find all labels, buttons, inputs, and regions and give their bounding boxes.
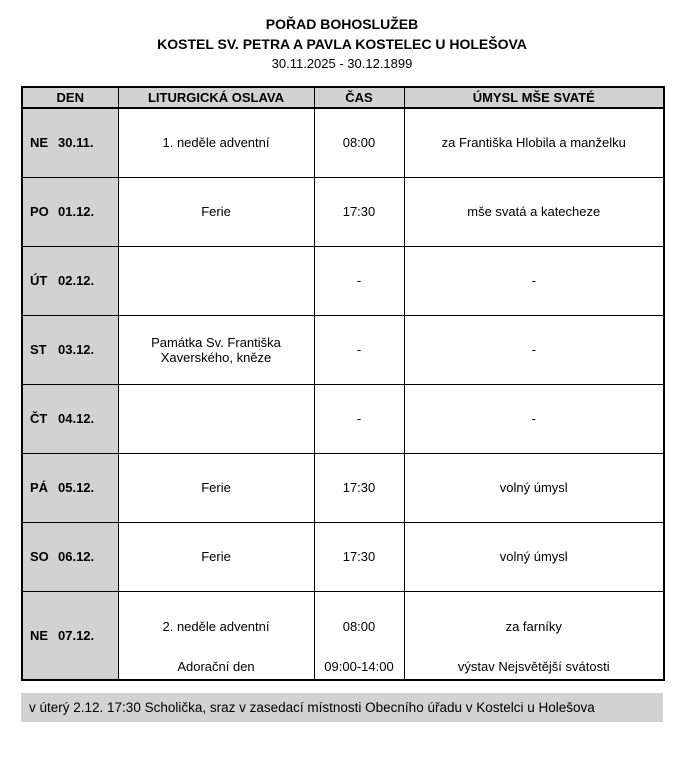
- celebration-cell-line: 2. neděle adventní: [162, 618, 270, 634]
- schedule-table: [21, 86, 665, 681]
- intention-cell: volný úmysl: [404, 453, 664, 522]
- intention-cell: -: [404, 246, 664, 315]
- intention-cell-line: výstav Nejsvětější svátosti: [457, 658, 610, 674]
- intention-cell: volný úmysl: [404, 522, 664, 591]
- day-abbrev: PO: [30, 204, 49, 219]
- celebration-cell: Ferie: [118, 522, 314, 591]
- table-row: [22, 522, 664, 591]
- day-date: 05.12.: [58, 480, 95, 495]
- day-abbrev: NE: [30, 135, 49, 151]
- day-cell: [22, 177, 118, 246]
- day-date: 03.12.: [58, 342, 95, 357]
- time-cell-line: 09:00-14:00: [324, 658, 394, 674]
- celebration-cell: [118, 591, 314, 680]
- celebration-cell: [118, 384, 314, 453]
- celebration-cell: Ferie: [118, 453, 314, 522]
- time-cell: -: [314, 246, 404, 315]
- time-cell-line: 08:00: [342, 618, 376, 634]
- footer-note: [21, 693, 663, 722]
- table-row: [22, 591, 664, 680]
- time-cell: -: [314, 384, 404, 453]
- day-abbrev: NE: [30, 627, 49, 643]
- day-cell: [22, 246, 118, 315]
- celebration-cell: Ferie: [118, 177, 314, 246]
- day-abbrev: ÚT: [30, 273, 48, 288]
- page-title: POŘAD BOHOSLUŽEB: [265, 16, 419, 32]
- table-row: [22, 177, 664, 246]
- intention-cell: [404, 591, 664, 680]
- day-date: 07.12.: [58, 627, 95, 643]
- date-range: 30.11.2025 - 30.12.1899: [271, 56, 413, 71]
- celebration-cell: [118, 246, 314, 315]
- intention-cell: -: [404, 384, 664, 453]
- day-date: 02.12.: [58, 273, 95, 288]
- day-cell: [22, 315, 118, 384]
- intention-cell-line: za farníky: [505, 618, 562, 634]
- table-row: [22, 246, 664, 315]
- column-header-umysl: ÚMYSL MŠE SVATÉ: [404, 87, 664, 108]
- column-header-cas: ČAS: [314, 87, 404, 108]
- table-row: [22, 108, 664, 177]
- time-cell: [314, 591, 404, 680]
- church-name: KOSTEL SV. PETRA A PAVLA KOSTELEC U HOLEŠOVA: [157, 36, 527, 52]
- table-header-row: [22, 87, 664, 108]
- day-date: 01.12.: [58, 204, 95, 219]
- day-abbrev: SO: [30, 549, 49, 564]
- day-abbrev: PÁ: [30, 480, 49, 495]
- day-abbrev: ČT: [30, 411, 48, 426]
- column-header-den: DEN: [22, 87, 118, 108]
- day-date: 06.12.: [58, 549, 95, 564]
- day-date: 04.12.: [58, 411, 95, 426]
- intention-cell: mše svatá a katecheze: [404, 177, 664, 246]
- time-cell: 17:30: [314, 453, 404, 522]
- day-abbrev: ST: [30, 342, 47, 357]
- intention-cell: -: [404, 315, 664, 384]
- celebration-cell-line: Adorační den: [177, 658, 255, 674]
- day-cell: [22, 522, 118, 591]
- celebration-cell: Památka Sv. Františka Xaverského, kněze: [118, 315, 314, 384]
- time-cell: 08:00: [314, 108, 404, 177]
- day-cell: [22, 108, 118, 177]
- table-row: [22, 384, 664, 453]
- page-header: [21, 14, 663, 74]
- time-cell: 17:30: [314, 177, 404, 246]
- day-date: 30.11.: [58, 135, 94, 151]
- time-cell: 17:30: [314, 522, 404, 591]
- schedule-table-body: [22, 108, 664, 680]
- column-header-liturgicka-oslava: LITURGICKÁ OSLAVA: [118, 87, 314, 108]
- time-cell: -: [314, 315, 404, 384]
- day-cell: [22, 453, 118, 522]
- footer-note-text: v úterý 2.12. 17:30 Scholička, sraz v zasedací místnosti Obecního úřadu v Kostelci u Holešova: [29, 699, 595, 715]
- day-cell: [22, 591, 118, 680]
- table-row: [22, 315, 664, 384]
- celebration-cell: 1. neděle adventní: [118, 108, 314, 177]
- intention-cell: za Františka Hlobila a manželku: [404, 108, 664, 177]
- day-cell: [22, 384, 118, 453]
- table-row: [22, 453, 664, 522]
